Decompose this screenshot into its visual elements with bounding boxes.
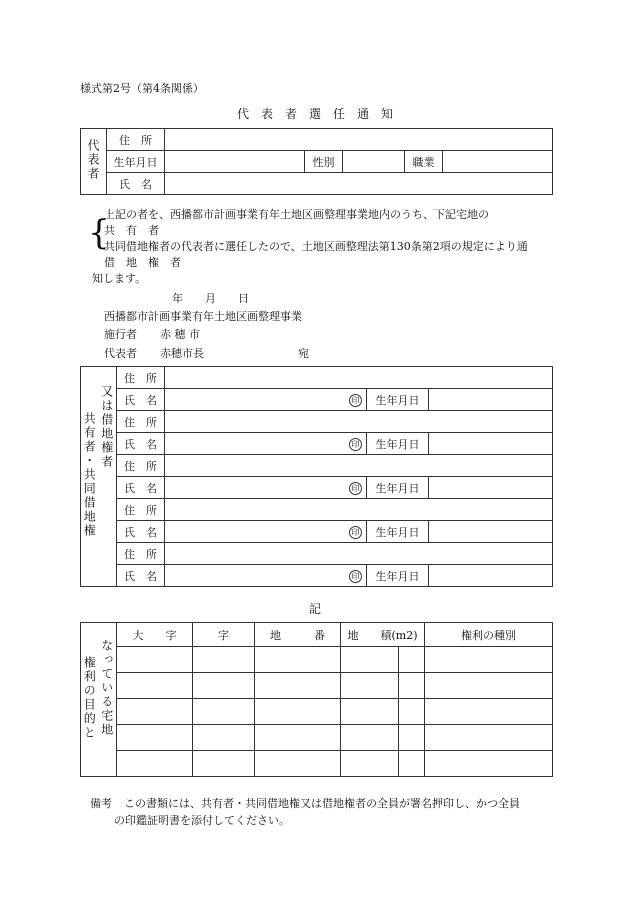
land-cell[interactable] <box>193 751 255 777</box>
land-cell[interactable] <box>117 673 193 699</box>
rep-occupation-field[interactable] <box>443 151 553 173</box>
form-number-label: 様式第2号（第4条関係） <box>80 82 204 95</box>
honorific: 宛 <box>298 347 309 360</box>
land-cell[interactable] <box>399 725 425 751</box>
seal-icon: 印 <box>349 482 362 495</box>
owner3-address-field[interactable] <box>165 455 553 477</box>
owner1-address-field[interactable] <box>165 367 553 389</box>
land-cell[interactable] <box>255 699 341 725</box>
owner4-name-label: 氏 名 <box>117 521 165 543</box>
land-cell[interactable] <box>425 699 553 725</box>
seal-icon: 印 <box>349 570 362 583</box>
rep-gender-field[interactable] <box>343 151 405 173</box>
land-cell[interactable] <box>117 699 193 725</box>
owner3-address-label: 住 所 <box>117 455 165 477</box>
rep-name-label: 氏 名 <box>107 173 165 195</box>
owners-side-label-2: 又は借地権者 <box>99 367 117 587</box>
rep-birthdate-field[interactable] <box>165 151 305 173</box>
owner2-address-label: 住 所 <box>117 411 165 433</box>
seal-icon: 印 <box>349 526 362 539</box>
rep-occupation-label: 職業 <box>405 151 443 173</box>
addressee-rep-value: 赤穂市長 <box>160 347 204 360</box>
owner1-address-label: 住 所 <box>117 367 165 389</box>
ki-heading: 記 <box>308 602 321 616</box>
page-title: 代 表 者 選 任 通 知 <box>236 107 393 121</box>
rep-gender-label: 性別 <box>305 151 343 173</box>
rep-address-field[interactable] <box>165 129 553 151</box>
land-cell[interactable] <box>255 751 341 777</box>
owner5-address-label: 住 所 <box>117 543 165 565</box>
rep-address-label: 住 所 <box>107 129 165 151</box>
owner3-name-field[interactable] <box>165 477 367 499</box>
note-line-2: の印鑑証明書を添付してください。 <box>114 814 290 827</box>
owner4-address-field[interactable] <box>165 499 553 521</box>
owner1-name-label: 氏 名 <box>117 389 165 411</box>
body-line-3: 知します。 <box>92 272 147 285</box>
brace-glyph: { <box>88 213 110 253</box>
land-cell[interactable] <box>341 647 399 673</box>
body-line-2: 共同借地権者の代表者に選任したので、土地区画整理法第130条第2項の規定により通 <box>104 240 528 253</box>
land-cell[interactable] <box>425 673 553 699</box>
owner5-name-field[interactable] <box>165 565 367 587</box>
land-cell[interactable] <box>341 699 399 725</box>
owner2-name-field[interactable] <box>165 433 367 455</box>
body-line-1: 上記の者を、西播都市計画事業有年土地区画整理事業地内のうち、下記宅地の <box>104 208 489 221</box>
land-cell[interactable] <box>117 647 193 673</box>
owners-side-label-1: 共有者・共同借地権 <box>81 367 99 587</box>
owner5-birthdate-label: 生年月日 <box>367 565 429 587</box>
representative-side-label: 代表者 <box>81 129 107 195</box>
owner2-birthdate-label: 生年月日 <box>367 433 429 455</box>
owner4-birthdate-label: 生年月日 <box>367 521 429 543</box>
addressee-rep-label: 代表者 <box>104 347 137 360</box>
owner1-birthdate-field[interactable] <box>429 389 553 411</box>
header-right-type: 権利の種別 <box>425 623 553 647</box>
owner4-birthdate-field[interactable] <box>429 521 553 543</box>
seal-icon: 印 <box>349 438 362 451</box>
land-cell[interactable] <box>341 725 399 751</box>
date-line: 年 月 日 <box>172 292 249 305</box>
owners-table <box>80 366 553 587</box>
owner1-name-field[interactable] <box>165 389 367 411</box>
owner5-address-field[interactable] <box>165 543 553 565</box>
land-cell[interactable] <box>399 673 425 699</box>
header-aza: 字 <box>193 623 255 647</box>
land-table <box>80 622 553 777</box>
body-option-2: 借 地 権 者 <box>104 256 181 269</box>
note-line-1: この書類には、共有者・共同借地権又は借地権者の全員が署名押印し、かつ全員 <box>124 797 520 810</box>
land-cell[interactable] <box>399 699 425 725</box>
land-cell[interactable] <box>255 647 341 673</box>
representative-table <box>80 128 553 195</box>
land-cell[interactable] <box>425 751 553 777</box>
owner3-birthdate-field[interactable] <box>429 477 553 499</box>
land-cell[interactable] <box>255 725 341 751</box>
land-cell[interactable] <box>193 673 255 699</box>
seal-icon: 印 <box>349 394 362 407</box>
header-oaza: 大 字 <box>117 623 193 647</box>
owner1-birthdate-label: 生年月日 <box>367 389 429 411</box>
owner3-birthdate-label: 生年月日 <box>367 477 429 499</box>
rep-birthdate-label: 生年月日 <box>107 151 165 173</box>
land-cell[interactable] <box>193 699 255 725</box>
owner5-name-label: 氏 名 <box>117 565 165 587</box>
land-cell[interactable] <box>341 751 399 777</box>
land-cell[interactable] <box>193 647 255 673</box>
header-chiban: 地 番 <box>255 623 341 647</box>
note-label: 備考 <box>90 797 112 810</box>
land-side-label-2: なっている宅地 <box>99 623 117 777</box>
owner2-birthdate-field[interactable] <box>429 433 553 455</box>
owner4-address-label: 住 所 <box>117 499 165 521</box>
executor-value: 赤 穂 市 <box>160 328 200 341</box>
land-cell[interactable] <box>425 647 553 673</box>
land-cell[interactable] <box>117 751 193 777</box>
body-option-1: 共 有 者 <box>104 224 159 237</box>
land-cell[interactable] <box>117 725 193 751</box>
land-cell[interactable] <box>399 647 425 673</box>
land-cell[interactable] <box>425 725 553 751</box>
owner5-birthdate-field[interactable] <box>429 565 553 587</box>
owner4-name-field[interactable] <box>165 521 367 543</box>
executor-label: 施行者 <box>104 328 137 341</box>
owner3-name-label: 氏 名 <box>117 477 165 499</box>
land-cell[interactable] <box>341 673 399 699</box>
owner2-name-label: 氏 名 <box>117 433 165 455</box>
land-cell[interactable] <box>255 673 341 699</box>
project-name: 西播都市計画事業有年土地区画整理事業 <box>104 310 302 323</box>
owner2-address-field[interactable] <box>165 411 553 433</box>
land-cell[interactable] <box>193 725 255 751</box>
rep-name-field[interactable] <box>165 173 553 195</box>
header-area: 地 積(m2) <box>341 623 425 647</box>
land-cell[interactable] <box>399 751 425 777</box>
land-side-label-1: 権利の目的と <box>81 623 99 777</box>
